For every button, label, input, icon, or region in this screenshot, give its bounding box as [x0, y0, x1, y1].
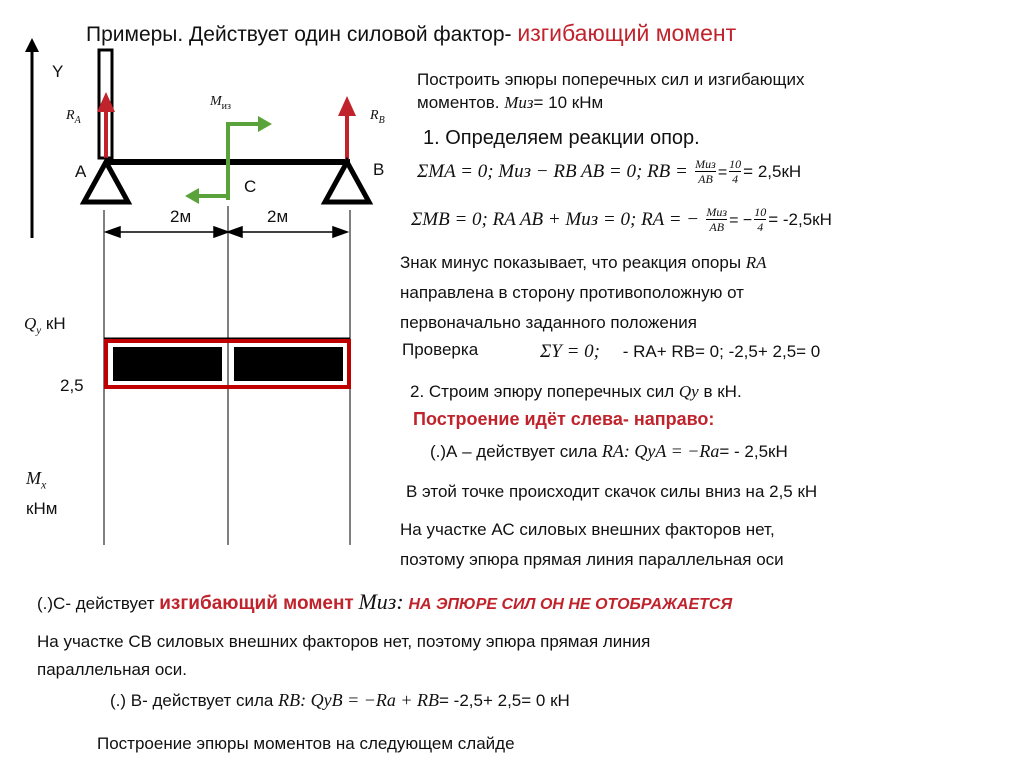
equation-mb: ΣMB = 0; RA AB + Mиз = 0; RA = − Mиз AB = − $\frac{10}{4}$ = -2,5кН — [411, 205, 832, 235]
point-a-label: A — [75, 162, 87, 181]
point-b-label: B — [373, 160, 385, 179]
reaction-rb-arrow — [338, 96, 356, 160]
support-a — [84, 162, 128, 202]
moment-arrow-head-right — [258, 116, 272, 132]
dimension-left-label: 2м — [170, 207, 192, 226]
q-axis-label: $Q_y$ кН — [24, 314, 66, 337]
next-slide-note: Построение эпюры моментов на следующем слайде — [97, 734, 515, 753]
y-axis-arrow — [25, 38, 39, 238]
moment-arrow-head-left — [185, 188, 199, 204]
point-c-note: НА ЭПЮРЕ СИЛ ОН НЕ ОТОБРАЖАЕТСЯ — [408, 596, 733, 613]
point-a-statement: (.)А – действует сила RA: QyA = −Ra= - 2,5кН — [430, 441, 788, 461]
sign-note-line-2: направлена в сторону противоположную от — [400, 283, 744, 302]
rb-label: $R_B$ — [370, 108, 385, 126]
y-axis-label: Y — [52, 62, 64, 81]
moment-label: $M_{из}$ — [210, 94, 231, 112]
ra-label: $R_A$ — [66, 108, 81, 126]
section-ac-line-2: поэтому эпюра прямая линия параллельная оси — [400, 550, 784, 569]
dimension-line — [106, 227, 347, 237]
mx-axis-label: $M_x$ — [26, 468, 47, 492]
step-2-heading: 2. Строим эпюру поперечных сил Qy в кН. — [410, 382, 742, 401]
equation-ma: ΣMA = 0; Mиз − RB AB = 0; RB = Mиз AB = $\frac{10}{4}$ = 2,5кН — [417, 157, 802, 187]
step-1-heading: 1. Определяем реакции опор. — [423, 127, 700, 149]
point-c-statement: (.)С- действует изгибающий момент Mиз: НА ЭПЮРЕ СИЛ ОН НЕ ОТОБРАЖАЕТСЯ — [37, 589, 733, 614]
section-cb-line-2: параллельная оси. — [37, 660, 188, 679]
jump-note: В этой точке происходит скачок силы вниз на 2,5 кН — [406, 482, 818, 501]
sign-note-line-3: первоначально заданного положения — [400, 313, 697, 332]
slide-title: Примеры. Действует один силовой фактор- изгибающий момент — [86, 20, 737, 46]
point-c-highlight: изгибающий момент — [159, 593, 354, 614]
point-b-statement: (.) В- действует сила RB: QyB = −Ra + RB= -2,5+ 2,5= 0 кН — [110, 690, 570, 710]
sign-note-line-1: Знак минус показывает, что реакция опоры RA — [400, 253, 767, 272]
section-cb-line-1: На участке СВ силовых внешних факторов нет, поэтому эпюра прямая линия — [37, 632, 651, 651]
title-highlight: изгибающий момент — [517, 20, 737, 46]
check-equation: ΣY = 0; - RA+ RB= 0; -2,5+ 2,5= 0 — [540, 341, 821, 362]
task-line-1: Построить эпюры поперечных сил и изгибающих — [417, 70, 805, 89]
support-b — [325, 162, 369, 202]
point-c-label: C — [244, 177, 257, 196]
q-epure-block-right — [234, 347, 343, 381]
direction-heading: Построение идёт слева- направо: — [413, 409, 715, 429]
section-ac-line-1: На участке АС силовых внешних факторов нет, — [400, 520, 775, 539]
q-value-label: 2,5 — [60, 376, 84, 395]
task-line-2: моментов. Mиз= 10 кНм — [417, 93, 604, 112]
q-epure-block-left — [113, 347, 222, 381]
dimension-right-label: 2м — [267, 207, 289, 226]
check-label: Проверка — [402, 340, 479, 359]
mx-unit-label: кНм — [26, 499, 58, 518]
